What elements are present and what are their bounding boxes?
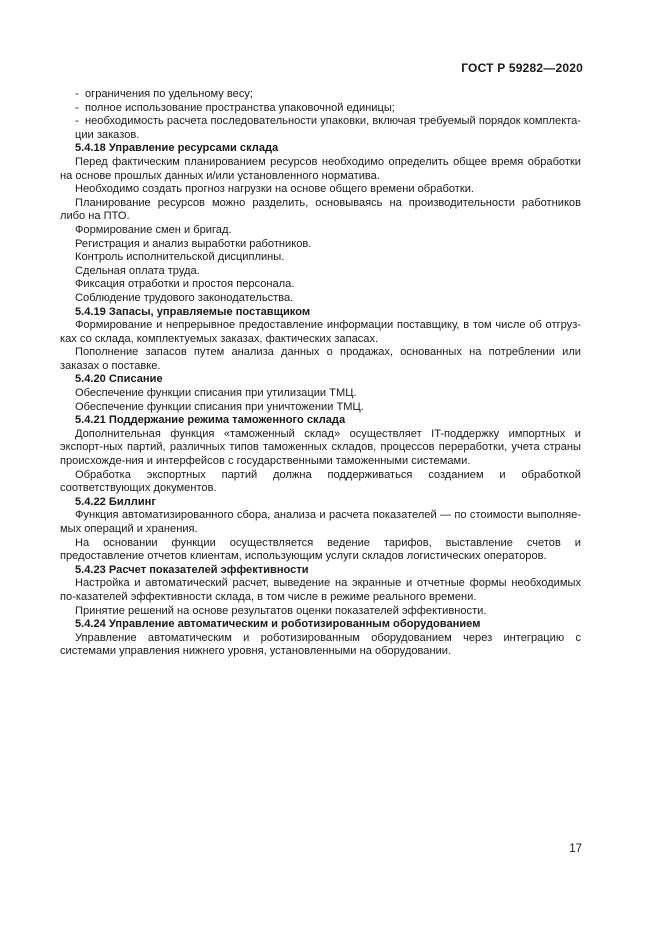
document-body bbox=[60, 88, 581, 659]
paragraph: Функция автоматизированного сбора, анализа и расчета показателей — по стоимости выполняе-мых операций и хранения. bbox=[60, 509, 581, 535]
section-heading-5-4-22: 5.4.22 Биллинг bbox=[75, 495, 156, 508]
paragraph: Пополнение запасов путем анализа данных о продажах, основанных на потреблении или заказах о поставке. bbox=[60, 346, 581, 372]
paragraph: Перед фактическим планированием ресурсов необходимо определить общее время обработки на основе прошлых данных и/или установленного норматива. bbox=[60, 155, 581, 182]
paragraph: Обеспечение функции списания при утилизации ТМЦ. bbox=[75, 387, 357, 400]
section-heading-5-4-21: 5.4.21 Поддержание режима таможенного склада bbox=[75, 414, 346, 427]
paragraph: Фиксация отработки и простоя персонала. bbox=[75, 278, 295, 291]
paragraph: Принятие решений на основе результатов оценки показателей эффективности. bbox=[75, 604, 487, 617]
section-heading-5-4-20: 5.4.20 Списание bbox=[75, 373, 163, 386]
list-dash: - bbox=[75, 101, 79, 114]
paragraph: Регистрация и анализ выработки работников. bbox=[75, 237, 312, 250]
list-item-text: полное использование пространства упаковочной единицы; bbox=[85, 101, 395, 114]
paragraph: Планирование ресурсов можно разделить, основываясь на производительности работников либо на ПТО. bbox=[60, 196, 581, 223]
standard-header: ГОСТ Р 59282—2020 bbox=[461, 61, 583, 75]
section-heading-5-4-18: 5.4.18 Управление ресурсами склада bbox=[75, 142, 279, 155]
list-item-text: необходимость расчета последовательности упаковки, включая требуемый порядок комплекта-ции заказов. bbox=[75, 115, 581, 141]
list-item bbox=[60, 88, 581, 102]
paragraph: Настройка и автоматический расчет, выведение на экранные и отчетные формы необходимых по-казателей эффективности склада, в том числе в режиме реального времени. bbox=[60, 577, 581, 603]
section-heading-5-4-19: 5.4.19 Запасы, управляемые поставщиком bbox=[75, 305, 311, 318]
paragraph: Формирование и непрерывное предоставление информации поставщику, в том числе об отгруз-ках со склада, комплектуемых заказах, фактических запасах. bbox=[60, 319, 581, 345]
paragraph: На основании функции осуществляется ведение тарифов, выставление счетов и предоставление отчетов клиентам, использующим услуги складов логистических операторов. bbox=[60, 536, 581, 563]
paragraph: Соблюдение трудового законодательства. bbox=[75, 291, 294, 304]
paragraph: Сдельная оплата труда. bbox=[75, 264, 200, 277]
section-heading-5-4-23: 5.4.23 Расчет показателей эффективности bbox=[75, 563, 309, 576]
paragraph: Дополнительная функция «таможенный склад» осуществляет IT-поддержку импортных и экспорт-ных партий, различных типов таможенных складов, процессов переработки, учета страны происхожде-ния и интерфейсов с государственными таможенными системами. bbox=[60, 427, 581, 468]
list-dash: - bbox=[75, 88, 79, 100]
paragraph: Управление автоматическим и роботизированным оборудованием через интеграцию с системами управления нижнего уровня, установленными на оборудовании. bbox=[60, 631, 581, 658]
paragraph: Обработка экспортных партий должна поддерживаться созданием и обработкой соответствующих документов. bbox=[60, 468, 581, 495]
list-item bbox=[60, 115, 581, 142]
list-dash: - bbox=[75, 115, 79, 128]
page-number: 17 bbox=[569, 843, 582, 855]
paragraph: Формирование смен и бригад. bbox=[75, 223, 232, 236]
paragraph: Необходимо создать прогноз нагрузки на основе общего времени обработки. bbox=[75, 183, 474, 196]
paragraph: Контроль исполнительской дисциплины. bbox=[75, 251, 285, 264]
paragraph: Обеспечение функции списания при уничтожении ТМЦ. bbox=[75, 400, 364, 413]
list-item-text: ограничения по удельному весу; bbox=[85, 88, 253, 100]
list-item bbox=[60, 102, 581, 116]
section-heading-5-4-24: 5.4.24 Управление автоматическим и роботизированным оборудованием bbox=[75, 618, 481, 631]
